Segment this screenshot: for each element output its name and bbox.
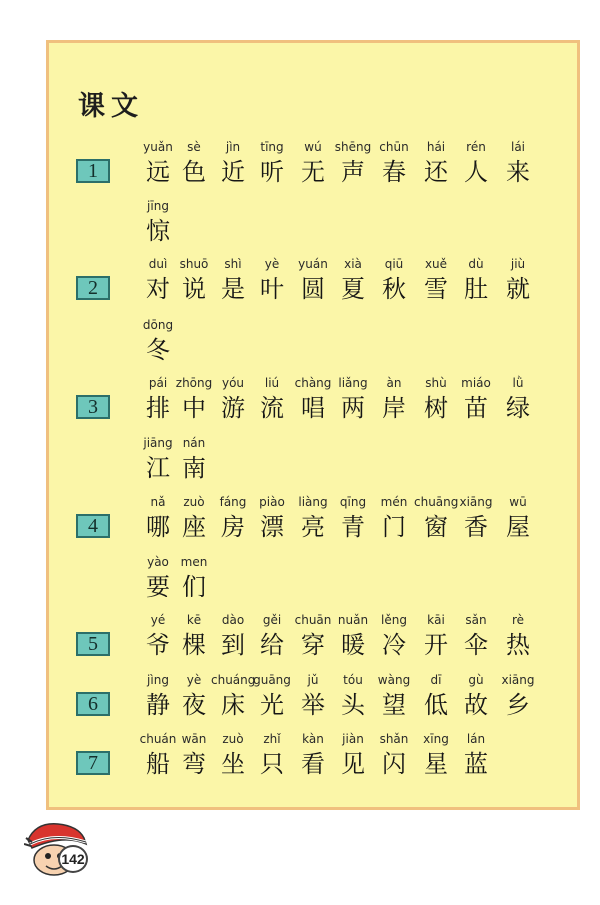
lesson-number-2: 2 — [76, 276, 110, 300]
boy-mascot-icon — [24, 818, 94, 878]
pinyin-label: dī — [430, 673, 442, 687]
hanzi-character: 人 — [464, 158, 488, 186]
lesson-number-3: 3 — [76, 395, 110, 419]
hanzi-character: 穿 — [301, 631, 325, 659]
hanzi-character: 树 — [424, 394, 448, 422]
character-cell — [291, 494, 335, 543]
pinyin-label: nǎ — [150, 495, 166, 509]
character-cell — [172, 375, 216, 424]
character-cell — [414, 612, 458, 661]
character-cell — [211, 731, 255, 780]
character-cell — [331, 139, 375, 188]
pinyin-label: chuán — [139, 732, 177, 746]
pinyin-label: tóu — [343, 673, 363, 687]
pinyin-label: wū — [509, 495, 527, 509]
character-cell — [211, 612, 255, 661]
hanzi-character: 无 — [301, 158, 325, 186]
pinyin-label: shù — [425, 376, 447, 390]
hanzi-character: 叶 — [260, 275, 284, 303]
pinyin-label: shì — [224, 257, 242, 271]
pinyin-label: dōng — [142, 318, 174, 332]
pinyin-label: yuán — [298, 257, 328, 271]
character-cell — [291, 375, 335, 424]
character-cell — [414, 731, 458, 780]
pinyin-label: mén — [380, 495, 408, 509]
hanzi-character: 静 — [146, 691, 170, 719]
hanzi-character: 门 — [382, 513, 406, 541]
pinyin-label: nuǎn — [337, 613, 369, 627]
character-cell — [250, 256, 294, 305]
pinyin-label: yè — [186, 673, 202, 687]
section-heading: 课文 — [78, 91, 144, 122]
character-cell — [291, 731, 335, 780]
character-cell — [250, 139, 294, 188]
hanzi-character: 给 — [260, 631, 284, 659]
hanzi-character: 唱 — [301, 394, 325, 422]
hanzi-character: 秋 — [382, 275, 406, 303]
hanzi-character: 排 — [146, 394, 170, 422]
lesson-number-5: 5 — [76, 632, 110, 656]
hanzi-character: 肚 — [464, 275, 488, 303]
hanzi-character: 船 — [146, 750, 170, 778]
pinyin-label: wú — [304, 140, 322, 154]
hanzi-character: 漂 — [260, 513, 284, 541]
hanzi-character: 远 — [146, 158, 170, 186]
character-cell — [331, 731, 375, 780]
hanzi-character: 冷 — [382, 631, 406, 659]
hanzi-character: 看 — [301, 750, 325, 778]
hanzi-character: 对 — [146, 275, 170, 303]
hanzi-character: 香 — [464, 513, 488, 541]
character-cell — [136, 198, 180, 247]
pinyin-label: lái — [510, 140, 526, 154]
character-cell — [211, 375, 255, 424]
lesson-number-7: 7 — [76, 751, 110, 775]
pinyin-label: jǔ — [307, 673, 319, 687]
character-cell — [211, 139, 255, 188]
hanzi-character: 见 — [341, 750, 365, 778]
hanzi-character: 江 — [146, 454, 170, 482]
character-cell — [414, 139, 458, 188]
lesson-number-4: 4 — [76, 514, 110, 538]
character-cell — [372, 612, 416, 661]
pinyin-label: pái — [148, 376, 168, 390]
hanzi-character: 夏 — [341, 275, 365, 303]
character-cell — [250, 612, 294, 661]
hanzi-character: 游 — [221, 394, 245, 422]
character-cell — [172, 554, 216, 603]
character-cell — [496, 672, 540, 721]
hanzi-character: 低 — [424, 691, 448, 719]
pinyin-label: dào — [221, 613, 245, 627]
character-cell — [136, 317, 180, 366]
pinyin-label: xià — [344, 257, 362, 271]
character-cell — [172, 731, 216, 780]
character-cell — [372, 375, 416, 424]
pinyin-label: chuāng — [414, 495, 459, 509]
hanzi-character: 伞 — [464, 631, 488, 659]
hanzi-character: 亮 — [301, 513, 325, 541]
hanzi-character: 举 — [301, 691, 325, 719]
pinyin-label: tīng — [260, 140, 284, 154]
pinyin-label: chūn — [379, 140, 409, 154]
hanzi-character: 乡 — [506, 691, 530, 719]
hanzi-character: 窗 — [424, 513, 448, 541]
hanzi-character: 爷 — [146, 631, 170, 659]
hanzi-character: 坐 — [221, 750, 245, 778]
pinyin-label: xīng — [423, 732, 449, 746]
pinyin-label: piào — [259, 495, 285, 509]
hanzi-character: 中 — [182, 394, 206, 422]
hanzi-character: 望 — [382, 691, 406, 719]
character-cell — [250, 494, 294, 543]
hanzi-character: 听 — [260, 158, 284, 186]
hanzi-character: 色 — [182, 158, 206, 186]
character-cell — [454, 672, 498, 721]
page-number: 142 — [58, 845, 88, 873]
pinyin-label: gù — [468, 673, 484, 687]
hanzi-character: 只 — [260, 750, 284, 778]
character-cell — [291, 612, 335, 661]
pinyin-label: zuò — [222, 732, 244, 746]
character-cell — [172, 612, 216, 661]
character-cell — [250, 672, 294, 721]
hanzi-character: 南 — [182, 454, 206, 482]
character-cell — [414, 375, 458, 424]
pinyin-label: dù — [468, 257, 484, 271]
hanzi-character: 床 — [221, 691, 245, 719]
pinyin-label: zuò — [183, 495, 205, 509]
lesson-number-1: 1 — [76, 159, 110, 183]
pinyin-label: yè — [264, 257, 280, 271]
character-cell — [496, 494, 540, 543]
pinyin-label: zhōng — [175, 376, 213, 390]
pinyin-label: yóu — [221, 376, 245, 390]
lesson-number-6: 6 — [76, 692, 110, 716]
character-cell — [172, 256, 216, 305]
pinyin-label: yào — [147, 555, 169, 569]
pinyin-label: jiù — [510, 257, 526, 271]
pinyin-label: rén — [466, 140, 486, 154]
hanzi-character: 是 — [221, 275, 245, 303]
pinyin-label: xiāng — [459, 495, 493, 509]
character-cell — [211, 494, 255, 543]
pinyin-label: lǜ — [512, 376, 524, 390]
hanzi-character: 星 — [424, 750, 448, 778]
hanzi-character: 绿 — [506, 394, 530, 422]
hanzi-character: 棵 — [182, 631, 206, 659]
hanzi-character: 蓝 — [464, 750, 488, 778]
pinyin-label: guāng — [253, 673, 291, 687]
pinyin-label: jiāng — [143, 436, 173, 450]
character-cell — [372, 256, 416, 305]
hanzi-character: 到 — [221, 631, 245, 659]
pinyin-label: nán — [182, 436, 206, 450]
pinyin-label: kāi — [427, 613, 445, 627]
hanzi-character: 房 — [221, 513, 245, 541]
hanzi-character: 雪 — [424, 275, 448, 303]
hanzi-character: 就 — [506, 275, 530, 303]
pinyin-label: chuān — [294, 613, 332, 627]
character-cell — [496, 612, 540, 661]
character-cell — [250, 731, 294, 780]
pinyin-label: jīng — [147, 199, 169, 213]
pinyin-label: hái — [426, 140, 446, 154]
pinyin-label: shēng — [334, 140, 372, 154]
character-cell — [331, 672, 375, 721]
pinyin-label: rè — [511, 613, 525, 627]
pinyin-label: miáo — [461, 376, 491, 390]
pinyin-label: kàn — [302, 732, 324, 746]
character-cell — [250, 375, 294, 424]
hanzi-character: 圆 — [301, 275, 325, 303]
pinyin-label: sè — [187, 140, 201, 154]
pinyin-label: àn — [386, 376, 402, 390]
pinyin-label: yuǎn — [143, 140, 173, 154]
character-cell — [291, 672, 335, 721]
character-cell — [496, 375, 540, 424]
pinyin-label: chuáng — [211, 673, 256, 687]
character-cell — [372, 672, 416, 721]
pinyin-label: zhǐ — [263, 732, 281, 746]
pinyin-label: jiàn — [342, 732, 364, 746]
hanzi-character: 近 — [221, 158, 245, 186]
character-cell — [172, 494, 216, 543]
hanzi-character: 热 — [506, 631, 530, 659]
hanzi-character: 头 — [341, 691, 365, 719]
hanzi-character: 冬 — [146, 336, 170, 364]
hanzi-character: 故 — [464, 691, 488, 719]
character-cell — [496, 139, 540, 188]
hanzi-character: 夜 — [182, 691, 206, 719]
character-cell — [331, 494, 375, 543]
hanzi-character: 苗 — [464, 394, 488, 422]
pinyin-label: shuō — [179, 257, 209, 271]
hanzi-character: 暖 — [341, 631, 365, 659]
hanzi-character: 要 — [146, 573, 170, 601]
character-cell — [211, 256, 255, 305]
character-cell — [414, 672, 458, 721]
pinyin-label: kē — [186, 613, 202, 627]
pinyin-label: shǎn — [379, 732, 409, 746]
hanzi-character: 惊 — [146, 217, 170, 245]
pinyin-label: liàng — [298, 495, 328, 509]
pinyin-label: fáng — [219, 495, 247, 509]
hanzi-character: 两 — [341, 394, 365, 422]
hanzi-character: 青 — [341, 513, 365, 541]
pinyin-label: xuě — [424, 257, 448, 271]
hanzi-character: 说 — [182, 275, 206, 303]
character-cell — [414, 494, 458, 543]
hanzi-character: 声 — [341, 158, 365, 186]
character-cell — [331, 612, 375, 661]
pinyin-label: chàng — [294, 376, 332, 390]
pinyin-label: liǎng — [338, 376, 368, 390]
hanzi-character: 岸 — [382, 394, 406, 422]
hanzi-character: 春 — [382, 158, 406, 186]
hanzi-character: 屋 — [506, 513, 530, 541]
character-cell — [211, 672, 255, 721]
hanzi-character: 们 — [182, 573, 206, 601]
hanzi-character: 还 — [424, 158, 448, 186]
character-cell — [454, 375, 498, 424]
hanzi-character: 光 — [260, 691, 284, 719]
pinyin-label: yé — [150, 613, 166, 627]
pinyin-label: duì — [148, 257, 168, 271]
character-cell — [414, 256, 458, 305]
hanzi-character: 闪 — [382, 750, 406, 778]
pinyin-label: jìng — [147, 673, 169, 687]
character-cell — [291, 256, 335, 305]
pinyin-label: gěi — [262, 613, 282, 627]
character-cell — [496, 256, 540, 305]
pinyin-label: sǎn — [465, 613, 487, 627]
hanzi-character: 开 — [424, 631, 448, 659]
pinyin-label: xiāng — [501, 673, 535, 687]
hanzi-character: 座 — [182, 513, 206, 541]
character-cell — [372, 731, 416, 780]
pinyin-label: qiū — [384, 257, 404, 271]
character-cell — [172, 139, 216, 188]
hanzi-character: 哪 — [146, 513, 170, 541]
character-cell — [291, 139, 335, 188]
pinyin-label: qīng — [339, 495, 367, 509]
pinyin-label: wàng — [377, 673, 411, 687]
character-cell — [454, 494, 498, 543]
hanzi-character: 弯 — [182, 750, 206, 778]
character-cell — [454, 256, 498, 305]
character-cell — [454, 139, 498, 188]
hanzi-character: 流 — [260, 394, 284, 422]
character-cell — [372, 139, 416, 188]
character-cell — [454, 612, 498, 661]
character-cell — [172, 672, 216, 721]
character-cell — [372, 494, 416, 543]
character-cell — [172, 435, 216, 484]
character-cell — [331, 256, 375, 305]
pinyin-label: lán — [466, 732, 486, 746]
pinyin-label: lěng — [381, 613, 407, 627]
pinyin-label: liú — [264, 376, 280, 390]
pinyin-label: men — [180, 555, 208, 569]
pinyin-label: wān — [181, 732, 207, 746]
pinyin-label: jìn — [225, 140, 241, 154]
hanzi-character: 来 — [506, 158, 530, 186]
character-cell — [454, 731, 498, 780]
character-cell — [331, 375, 375, 424]
